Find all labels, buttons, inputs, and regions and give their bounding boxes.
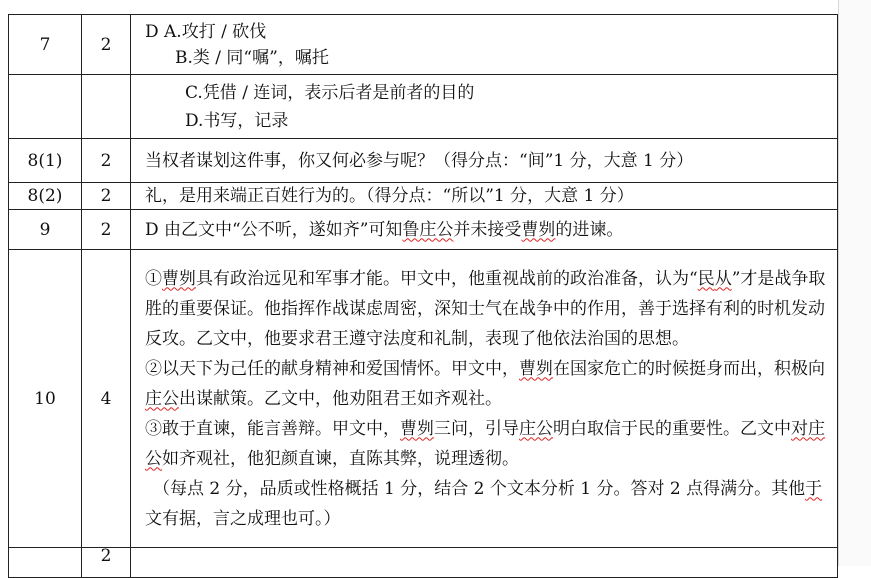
answer-line: D.书写，记录: [185, 110, 289, 131]
text-segment: 在国家危亡的时候挺身而出，积极向: [553, 358, 825, 379]
question-number: [9, 75, 82, 139]
text-segment: 从: [714, 268, 732, 289]
question-number: [9, 548, 82, 578]
answer-cell: [131, 139, 838, 183]
table-row: [9, 15, 838, 75]
score: 2: [82, 183, 131, 210]
table-row: [9, 548, 838, 578]
answer-line: C.凭借 / 连词，表示后者是前者的目的: [185, 82, 475, 103]
score: 2: [82, 15, 131, 75]
table-row: [9, 75, 838, 139]
text-segment: ”才是战争取胜的重要保证。他指挥作战谋虑周密，深知士气在战争中的作用，善于选择有利的时机发动反攻。乙文中，他要求君王遵守法度和礼制，表现了他依法治国的思想。: [145, 268, 826, 349]
answer-line: [145, 215, 829, 245]
answer-line: 礼，是用来端正百姓行为的。（得分点：“所以”1 分，大意 1 分）: [145, 186, 634, 206]
answer-cell: [131, 75, 838, 139]
text-segment: 具有政治远见和军事才能。甲文中，他重视战前的政治准备，认为“: [196, 268, 698, 289]
answer-line: B.类 / 同“嘱”，嘱托: [175, 47, 329, 68]
score: 4: [82, 250, 131, 548]
answer-cell: [131, 183, 838, 210]
table-row: [9, 210, 838, 250]
text-segment: 民: [697, 268, 715, 289]
answer-paragraph: [145, 414, 829, 474]
text-segment: 于: [805, 478, 823, 499]
answer-cell: [131, 15, 838, 75]
answer-line: 当权者谋划这件事，你又何必参与呢？（得分点：“间”1 分，大意 1 分）: [145, 150, 694, 171]
answer-paragraph: [145, 354, 829, 414]
text-segment: 鲁庄公: [402, 219, 454, 240]
question-number: 10: [9, 250, 82, 548]
page-edge: [838, 0, 871, 566]
table-row: [9, 250, 838, 548]
text-segment: 明白取信于民的重要性。乙文中: [553, 418, 791, 439]
question-number: 9: [9, 210, 82, 250]
text-segment: 曹刿: [521, 219, 556, 240]
text-segment: 的进谏。: [555, 219, 624, 240]
score: [82, 75, 131, 139]
question-number: 8(2): [9, 183, 82, 210]
text-segment: （每点 2 分，品质或性格概括 1 分，结合 2 个文本分析 1 分。答对 2 点得满分。其他: [153, 478, 806, 499]
text-segment: ①: [145, 268, 162, 289]
text-segment: 出谋献策。乙文中，他劝阻君王如齐观社。: [179, 388, 502, 409]
text-segment: 曹刿: [162, 268, 196, 289]
text-segment: 庄公: [145, 388, 179, 409]
score: 2: [82, 548, 131, 578]
text-segment: ②以天下为己任的献身精神和爱国情怀。甲文中，: [145, 358, 519, 379]
text-segment: 文有据，言之成理也可。）: [145, 508, 341, 529]
text-segment: 曹刿: [519, 358, 553, 379]
text-segment: 并未接受: [453, 219, 522, 240]
score: 2: [82, 139, 131, 183]
text-segment: 三问，引导: [434, 418, 519, 439]
text-segment: 对庄公: [145, 418, 825, 469]
score: 2: [82, 210, 131, 250]
answer-cell: [131, 250, 838, 548]
question-number: 7: [9, 15, 82, 75]
question-number: 8(1): [9, 139, 82, 183]
answer-cell: [131, 548, 838, 578]
table-row: [9, 139, 838, 183]
answer-line: D A.攻打 / 砍伐: [145, 21, 267, 42]
answer-table: [8, 14, 838, 578]
text-segment: D 由乙文中“公不听，遂如齐”可知: [145, 219, 403, 240]
text-segment: 如齐观社，他犯颜直谏，直陈其弊，说理透彻。: [162, 448, 519, 469]
text-segment: 庄公: [519, 418, 553, 439]
text-segment: 曹刿: [400, 418, 434, 439]
text-segment: ③敢于直谏，能言善辩。甲文中，: [145, 418, 400, 439]
table-row: [9, 183, 838, 210]
answer-cell: [131, 210, 838, 250]
answer-paragraph: [145, 474, 829, 534]
answer-paragraph: [145, 264, 829, 354]
